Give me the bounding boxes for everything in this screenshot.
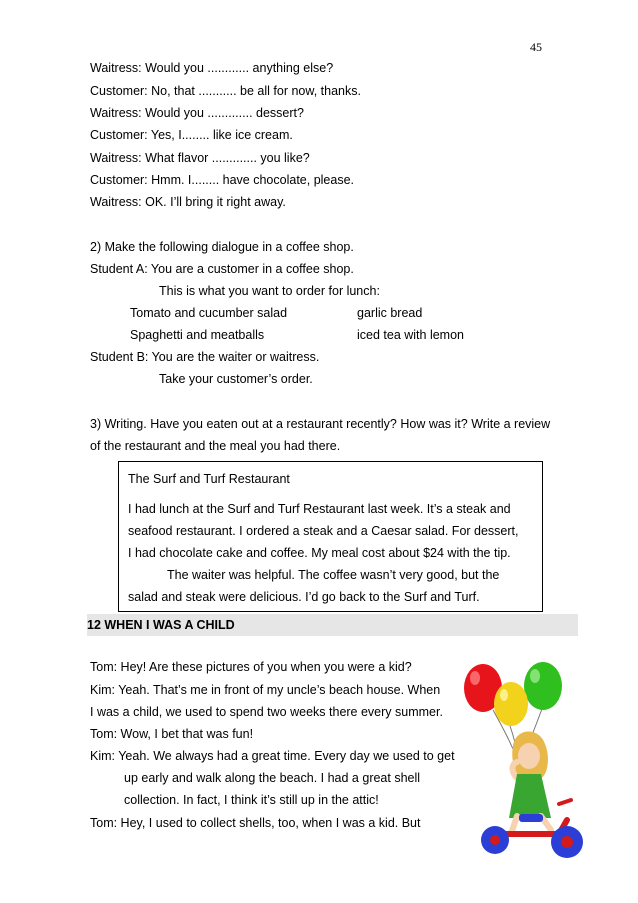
dialogue-line: Tom: Hey, I used to collect shells, too, when I was a kid. But: [90, 816, 421, 830]
review-line: I had lunch at the Surf and Turf Restaurant last week. It’s a steak and: [128, 502, 511, 516]
dialogue-line: Kim: Yeah. That’s me in front of my uncle’s beach house. When: [90, 683, 441, 697]
student-b-line: Student B: You are the waiter or waitress.: [90, 350, 320, 364]
review-line: I had chocolate cake and coffee. My meal cost about $24 with the tip.: [128, 546, 511, 560]
balloon-shine: [530, 669, 540, 683]
girl-face: [518, 743, 540, 769]
dialogue-line: Customer: Yes, I........ like ice cream.: [90, 128, 293, 142]
page-number: 45: [530, 40, 542, 54]
exercise-3-line: 3) Writing. Have you eaten out at a restaurant recently? How was it? Write a review: [90, 417, 551, 431]
green-balloon: [524, 662, 562, 710]
yellow-balloon: [494, 682, 528, 726]
dialogue-line: I was a child, we used to spend two weeks there every summer.: [90, 705, 443, 719]
dialogue-line: Tom: Hey! Are these pictures of you when you were a kid?: [90, 660, 412, 674]
tricycle-hub: [561, 836, 573, 848]
tricycle-hub: [490, 835, 500, 845]
student-a-line: Student A: You are a customer in a coffee shop.: [90, 262, 354, 276]
exercise-2-title: 2) Make the following dialogue in a coffee shop.: [90, 240, 354, 254]
take-order: Take your customer’s order.: [159, 372, 313, 386]
girl-dress: [509, 774, 551, 818]
dialogue-line: Tom: Wow, I bet that was fun!: [90, 727, 254, 741]
section-heading: 12 WHEN I WAS A CHILD: [87, 614, 578, 636]
review-line: salad and steak were delicious. I’d go back to the Surf and Turf.: [128, 590, 480, 604]
dialogue-line: Customer: No, that ........... be all for now, thanks.: [90, 84, 361, 98]
tricycle-handle: [559, 800, 571, 804]
dialogue-line: Waitress: OK. I’ll bring it right away.: [90, 195, 286, 209]
dialogue-line: collection. In fact, I think it’s still up in the attic!: [124, 793, 379, 807]
dialogue-line: Customer: Hmm. I........ have chocolate, please.: [90, 173, 354, 187]
order-item: Tomato and cucumber salad: [130, 306, 288, 320]
dialogue-line: Waitress: Would you ............ anything else?: [90, 61, 334, 75]
review-title: The Surf and Turf Restaurant: [128, 472, 290, 486]
balloon-shine: [470, 671, 480, 685]
review-line: The waiter was helpful. The coffee wasn’t very good, but the: [167, 568, 500, 582]
balloon-shine: [500, 689, 508, 701]
tricycle-seat: [519, 814, 543, 822]
dialogue-line: Waitress: What flavor ............. you like?: [90, 151, 310, 165]
girl-balloons-tricycle-illustration: [455, 628, 595, 864]
order-item: garlic bread: [357, 306, 423, 320]
dialogue-line: Waitress: Would you ............. dessert?: [90, 106, 304, 120]
order-item: iced tea with lemon: [357, 328, 465, 342]
order-item: Spaghetti and meatballs: [130, 328, 265, 342]
dialogue-line: Kim: Yeah. We always had a great time. Every day we used to get: [90, 749, 455, 763]
dialogue-line: up early and walk along the beach. I had a great shell: [124, 771, 421, 785]
order-intro: This is what you want to order for lunch:: [159, 284, 380, 298]
exercise-3-line: of the restaurant and the meal you had there.: [90, 439, 341, 453]
review-box: [118, 461, 543, 612]
review-line: seafood restaurant. I ordered a steak and a Caesar salad. For dessert,: [128, 524, 519, 538]
